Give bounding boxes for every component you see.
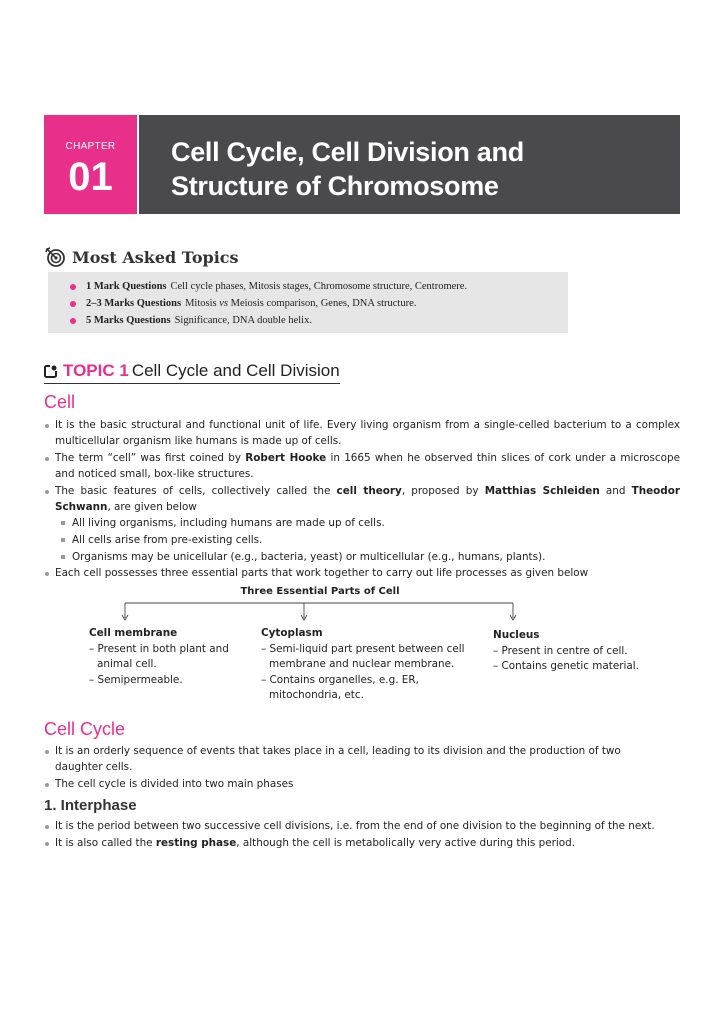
list-item: Each cell possesses three essential parts that work together to carry out life processes as given below [44,566,680,582]
bullet-icon [70,284,76,290]
part-name: Cytoplasm [261,627,323,639]
chapter-label: CHAPTER [65,141,116,152]
cell-cycle-bullet-list [44,744,624,793]
topic-label: TOPIC 1 [63,361,129,380]
sub-list-item: All living organisms, including humans are made up of cells. [44,515,680,532]
part-detail: – Present in centre of cell. [493,644,628,657]
interphase-bullet-list [44,819,680,851]
chapter-number: 01 [68,155,113,199]
bullet-icon [70,301,76,307]
cytoplasm-box [261,626,483,704]
chapter-title [171,135,524,203]
part-detail: – Semipermeable. [89,673,183,686]
part-detail: – Contains genetic material. [493,660,639,672]
list-item: It is an orderly sequence of events that takes place in a cell, leading to its division and the production of two daughter cells. [44,744,624,775]
marks-label: 5 Marks Questions [86,315,171,326]
part-detail: – Semi-liquid part present between cell membrane and nuclear membrane. [261,642,465,670]
chapter-title-banner [139,115,680,214]
list-item: The term “cell” was first coined by Robert Hooke in 1665 when he observed thin slices of cork under a microscope and noticed small, box-like structures. [44,451,680,482]
chapter-title-line-1: Cell Cycle, Cell Division and [171,137,524,167]
most-asked-topics-box [48,272,568,333]
list-item: The basic features of cells, collectively called the cell theory, proposed by Matthias Schleiden and Theodor Schwann, are given below [44,484,680,515]
target-icon [44,246,66,268]
part-detail: – Contains organelles, e.g. ER, mitochondria, etc. [261,673,419,701]
marks-label: 1 Mark Questions [86,281,167,292]
bullet-icon [70,318,76,324]
topic-text: Significance, DNA double helix. [174,315,312,326]
marks-label: 2–3 Marks Questions [86,298,182,309]
list-item: It is the basic structural and functional unit of life. Every living organism from a single-celled bacterium to a complex multicellular organism like humans is made up of cells. [44,418,680,449]
most-asked-topics-title: Most Asked Topics [72,247,239,267]
subsection-heading-interphase: 1. Interphase [44,797,137,814]
sub-list-item: Organisms may be unicellular (e.g., bacteria, yeast) or multicellular (e.g., humans, plants). [44,549,680,566]
chapter-title-line-2: Structure of Chromosome [171,171,499,201]
part-name: Nucleus [493,629,540,641]
cell-bullet-list [44,418,680,582]
diagram-title: Three Essential Parts of Cell [240,586,400,597]
topic-title: Cell Cycle and Cell Division [131,361,340,380]
nucleus-box [493,628,673,675]
sub-list-item: All cells arise from pre-existing cells. [44,532,680,549]
diagram-connectors [0,598,724,628]
most-asked-topics-heading [44,246,239,268]
list-item: The cell cycle is divided into two main phases [44,777,624,793]
topic-text: Cell cycle phases, Mitosis stages, Chromosome structure, Centromere. [170,281,468,292]
part-detail: – Present in both plant and animal cell. [89,642,229,670]
list-item [70,312,568,329]
section-heading-cell: Cell [44,392,76,412]
section-heading-cell-cycle: Cell Cycle [44,719,126,739]
chapter-badge [44,115,137,214]
cell-membrane-box [89,626,249,688]
list-item [70,278,568,295]
topic-text: Mitosis vs Meiosis comparison, Genes, DNA structure. [185,298,417,309]
list-item: It is also called the resting phase, although the cell is metabolically very active during this period. [44,836,680,852]
part-name: Cell membrane [89,627,178,639]
topic-icon [44,364,58,378]
topic-heading [44,361,340,384]
list-item: It is the period between two successive cell divisions, i.e. from the end of one division to the beginning of the next. [44,819,680,835]
list-item [70,295,568,312]
